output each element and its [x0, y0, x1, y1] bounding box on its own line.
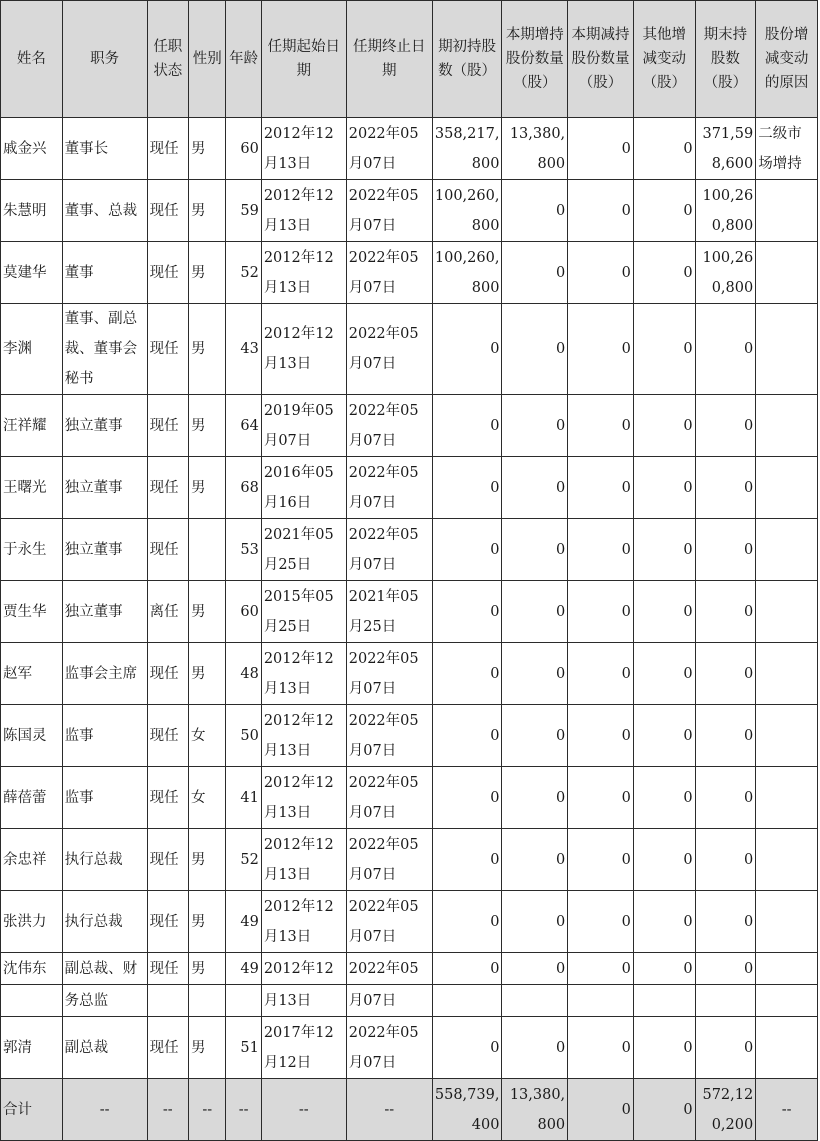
cell-age: 51 — [226, 1017, 261, 1079]
cell-term-start: 2012年12 — [261, 953, 346, 985]
cell-closing-shares: 0 — [695, 1017, 756, 1079]
cell-position: 独立董事 — [62, 457, 147, 519]
cell-name: 王曙光 — [1, 457, 63, 519]
cell-term-start: 2021年05月25日 — [261, 519, 346, 581]
cell-position: 董事长 — [62, 118, 147, 180]
cell-increase: 0 — [502, 519, 568, 581]
cell-opening-shares: 0 — [432, 1017, 502, 1079]
cell-closing-shares: 0 — [695, 395, 756, 457]
cell-name: 余忠祥 — [1, 829, 63, 891]
cell-opening-shares: 0 — [432, 304, 502, 395]
cell-decrease: 0 — [568, 643, 634, 705]
cell-status: 现任 — [147, 953, 188, 985]
cell-decrease: 0 — [568, 242, 634, 304]
cell-term-end: 2022年05月07日 — [346, 705, 432, 767]
cell-term-end: 月07日 — [346, 985, 432, 1017]
cell-name: 汪祥耀 — [1, 395, 63, 457]
cell-position: 务总监 — [62, 985, 147, 1017]
cell-increase: 13,380,800 — [502, 1079, 568, 1141]
cell-status: 现任 — [147, 118, 188, 180]
cell-term-end: 2022年05月07日 — [346, 891, 432, 953]
cell-position: 董事、副总裁、董事会秘书 — [62, 304, 147, 395]
cell-position: 监事 — [62, 767, 147, 829]
header-row — [1, 1, 818, 118]
cell-term-end: 2021年05月25日 — [346, 581, 432, 643]
cell-gender: 男 — [189, 581, 226, 643]
cell-name: 朱慧明 — [1, 180, 63, 242]
cell-other-change: 0 — [633, 304, 695, 395]
cell-other-change: 0 — [633, 581, 695, 643]
cell-age: 49 — [226, 891, 261, 953]
cell-term-start: 2019年05月07日 — [261, 395, 346, 457]
cell-gender: 男 — [189, 829, 226, 891]
cell-decrease: 0 — [568, 1017, 634, 1079]
cell-decrease: 0 — [568, 829, 634, 891]
header-closing-shares: 期末持股数（股） — [695, 1, 756, 118]
cell-closing-shares: 0 — [695, 304, 756, 395]
cell-term-end: 2022年05月07日 — [346, 457, 432, 519]
cell-term-start: 2012年12月13日 — [261, 118, 346, 180]
cell-position: 副总裁 — [62, 1017, 147, 1079]
cell-other-change: 0 — [633, 519, 695, 581]
cell-gender: 男 — [189, 180, 226, 242]
cell-increase: 0 — [502, 829, 568, 891]
cell-term-end: 2022年05月07日 — [346, 395, 432, 457]
cell-other-change: 0 — [633, 242, 695, 304]
cell-increase: 0 — [502, 395, 568, 457]
cell-increase: 0 — [502, 180, 568, 242]
header-name: 姓名 — [1, 1, 63, 118]
cell-change-reason — [756, 891, 818, 953]
cell-position: 监事 — [62, 705, 147, 767]
cell-term-start: 2012年12月13日 — [261, 767, 346, 829]
header-position: 职务 — [62, 1, 147, 118]
cell-closing-shares: 0 — [695, 953, 756, 985]
cell-opening-shares: 100,260,800 — [432, 180, 502, 242]
header-term-start: 任期起始日期 — [261, 1, 346, 118]
cell-gender — [189, 985, 226, 1017]
cell-name: 戚金兴 — [1, 118, 63, 180]
cell-closing-shares: 0 — [695, 891, 756, 953]
cell-status — [147, 985, 188, 1017]
cell-decrease: 0 — [568, 180, 634, 242]
cell-opening-shares: 0 — [432, 829, 502, 891]
cell-age: 52 — [226, 829, 261, 891]
cell-gender: -- — [189, 1079, 226, 1141]
cell-change-reason — [756, 953, 818, 985]
cell-gender: 男 — [189, 1017, 226, 1079]
cell-name: 陈国灵 — [1, 705, 63, 767]
cell-term-start: 2015年05月25日 — [261, 581, 346, 643]
cell-change-reason — [756, 457, 818, 519]
cell-change-reason — [756, 395, 818, 457]
table-row — [1, 891, 818, 953]
cell-opening-shares: 0 — [432, 705, 502, 767]
table-row — [1, 581, 818, 643]
cell-change-reason — [756, 1017, 818, 1079]
cell-increase: 0 — [502, 891, 568, 953]
cell-other-change: 0 — [633, 891, 695, 953]
cell-other-change: 0 — [633, 829, 695, 891]
cell-name: 莫建华 — [1, 242, 63, 304]
cell-term-start: -- — [261, 1079, 346, 1141]
cell-closing-shares: 572,120,200 — [695, 1079, 756, 1141]
cell-gender: 女 — [189, 767, 226, 829]
cell-status: 离任 — [147, 581, 188, 643]
cell-term-start: 2012年12月13日 — [261, 705, 346, 767]
cell-term-start: 2017年12月12日 — [261, 1017, 346, 1079]
cell-opening-shares: 0 — [432, 519, 502, 581]
cell-term-end: 2022年05月07日 — [346, 519, 432, 581]
table-row — [1, 1017, 818, 1079]
cell-name: 赵军 — [1, 643, 63, 705]
cell-age: 60 — [226, 581, 261, 643]
cell-gender: 男 — [189, 643, 226, 705]
cell-closing-shares: 0 — [695, 705, 756, 767]
table-row — [1, 242, 818, 304]
cell-age: -- — [226, 1079, 261, 1141]
header-decrease: 本期减持股份数量（股） — [568, 1, 634, 118]
cell-age: 53 — [226, 519, 261, 581]
header-increase: 本期增持股份数量（股） — [502, 1, 568, 118]
cell-position: 执行总裁 — [62, 829, 147, 891]
cell-decrease: 0 — [568, 953, 634, 985]
cell-other-change: 0 — [633, 1017, 695, 1079]
cell-gender: 男 — [189, 891, 226, 953]
cell-increase: 13,380,800 — [502, 118, 568, 180]
cell-age: 49 — [226, 953, 261, 985]
cell-closing-shares: 0 — [695, 829, 756, 891]
cell-name: 薛蓓蕾 — [1, 767, 63, 829]
cell-other-change: 0 — [633, 180, 695, 242]
table-row — [1, 304, 818, 395]
cell-term-end: 2022年05月07日 — [346, 180, 432, 242]
table-row — [1, 395, 818, 457]
cell-term-start: 2012年12月13日 — [261, 180, 346, 242]
cell-other-change: 0 — [633, 1079, 695, 1141]
cell-status: 现任 — [147, 767, 188, 829]
cell-decrease — [568, 985, 634, 1017]
cell-name: 贾生华 — [1, 581, 63, 643]
cell-change-reason: -- — [756, 1079, 818, 1141]
cell-decrease: 0 — [568, 118, 634, 180]
cell-age: 68 — [226, 457, 261, 519]
cell-age: 60 — [226, 118, 261, 180]
cell-position: 独立董事 — [62, 519, 147, 581]
cell-change-reason — [756, 180, 818, 242]
header-status: 任职状态 — [147, 1, 188, 118]
cell-increase: 0 — [502, 581, 568, 643]
cell-age: 50 — [226, 705, 261, 767]
cell-position: 执行总裁 — [62, 891, 147, 953]
cell-term-end: 2022年05月07日 — [346, 643, 432, 705]
cell-closing-shares: 100,260,800 — [695, 242, 756, 304]
cell-age: 43 — [226, 304, 261, 395]
cell-position: 独立董事 — [62, 395, 147, 457]
cell-change-reason — [756, 519, 818, 581]
table-row — [1, 643, 818, 705]
table-row — [1, 180, 818, 242]
cell-other-change: 0 — [633, 953, 695, 985]
cell-change-reason — [756, 242, 818, 304]
cell-status: 现任 — [147, 304, 188, 395]
cell-name: 沈伟东 — [1, 953, 63, 985]
cell-age: 52 — [226, 242, 261, 304]
cell-closing-shares: 100,260,800 — [695, 180, 756, 242]
cell-position: 独立董事 — [62, 581, 147, 643]
cell-term-start: 2012年12月13日 — [261, 829, 346, 891]
table-row — [1, 953, 818, 985]
header-other-change: 其他增减变动（股） — [633, 1, 695, 118]
cell-decrease: 0 — [568, 519, 634, 581]
cell-status: 现任 — [147, 705, 188, 767]
cell-opening-shares: 0 — [432, 643, 502, 705]
cell-position: 董事 — [62, 242, 147, 304]
cell-change-reason — [756, 581, 818, 643]
cell-change-reason: 二级市场增持 — [756, 118, 818, 180]
cell-opening-shares: 358,217,800 — [432, 118, 502, 180]
cell-opening-shares: 0 — [432, 395, 502, 457]
cell-status: 现任 — [147, 519, 188, 581]
cell-opening-shares: 0 — [432, 457, 502, 519]
header-age: 年龄 — [226, 1, 261, 118]
cell-increase: 0 — [502, 304, 568, 395]
cell-closing-shares: 0 — [695, 767, 756, 829]
cell-term-end: 2022年05月07日 — [346, 118, 432, 180]
cell-position: -- — [62, 1079, 147, 1141]
cell-age — [226, 985, 261, 1017]
cell-decrease: 0 — [568, 395, 634, 457]
cell-closing-shares: 371,598,600 — [695, 118, 756, 180]
cell-other-change: 0 — [633, 457, 695, 519]
cell-status: 现任 — [147, 643, 188, 705]
cell-change-reason — [756, 643, 818, 705]
cell-other-change — [633, 985, 695, 1017]
cell-change-reason — [756, 705, 818, 767]
cell-decrease: 0 — [568, 581, 634, 643]
cell-closing-shares: 0 — [695, 643, 756, 705]
cell-status: 现任 — [147, 242, 188, 304]
cell-change-reason — [756, 985, 818, 1017]
cell-decrease: 0 — [568, 705, 634, 767]
cell-opening-shares — [432, 985, 502, 1017]
cell-position: 副总裁、财 — [62, 953, 147, 985]
cell-change-reason — [756, 829, 818, 891]
cell-status: 现任 — [147, 180, 188, 242]
total-row — [1, 1079, 818, 1141]
cell-age: 59 — [226, 180, 261, 242]
cell-change-reason — [756, 304, 818, 395]
cell-opening-shares: 0 — [432, 891, 502, 953]
table-row — [1, 705, 818, 767]
cell-closing-shares: 0 — [695, 457, 756, 519]
cell-age: 64 — [226, 395, 261, 457]
cell-increase: 0 — [502, 242, 568, 304]
cell-term-start: 2012年12月13日 — [261, 643, 346, 705]
cell-status: -- — [147, 1079, 188, 1141]
cell-increase: 0 — [502, 1017, 568, 1079]
cell-status: 现任 — [147, 1017, 188, 1079]
cell-term-start: 2012年12月13日 — [261, 242, 346, 304]
cell-decrease: 0 — [568, 1079, 634, 1141]
table-row — [1, 118, 818, 180]
cell-term-end: 2022年05月07日 — [346, 767, 432, 829]
table-row — [1, 829, 818, 891]
cell-decrease: 0 — [568, 304, 634, 395]
table-row — [1, 767, 818, 829]
cell-name: 李渊 — [1, 304, 63, 395]
cell-other-change: 0 — [633, 118, 695, 180]
cell-gender: 男 — [189, 457, 226, 519]
cell-opening-shares: 0 — [432, 581, 502, 643]
cell-other-change: 0 — [633, 395, 695, 457]
header-opening-shares: 期初持股数（股） — [432, 1, 502, 118]
cell-term-start: 2012年12月13日 — [261, 304, 346, 395]
cell-gender: 男 — [189, 242, 226, 304]
cell-status: 现任 — [147, 457, 188, 519]
cell-decrease: 0 — [568, 457, 634, 519]
cell-status: 现任 — [147, 891, 188, 953]
cell-age: 48 — [226, 643, 261, 705]
cell-closing-shares: 0 — [695, 581, 756, 643]
cell-change-reason — [756, 767, 818, 829]
cell-name: 于永生 — [1, 519, 63, 581]
cell-term-end: 2022年05 — [346, 953, 432, 985]
cell-other-change: 0 — [633, 643, 695, 705]
cell-term-end: 2022年05月07日 — [346, 304, 432, 395]
cell-status: 现任 — [147, 395, 188, 457]
cell-gender: 男 — [189, 118, 226, 180]
table-row — [1, 519, 818, 581]
cell-name: 郭清 — [1, 1017, 63, 1079]
cell-opening-shares: 0 — [432, 767, 502, 829]
cell-name: 张洪力 — [1, 891, 63, 953]
cell-term-end: 2022年05月07日 — [346, 242, 432, 304]
cell-opening-shares: 558,739,400 — [432, 1079, 502, 1141]
cell-gender — [189, 519, 226, 581]
cell-increase: 0 — [502, 643, 568, 705]
table-row — [1, 457, 818, 519]
cell-increase: 0 — [502, 457, 568, 519]
cell-decrease: 0 — [568, 767, 634, 829]
cell-term-end: -- — [346, 1079, 432, 1141]
cell-term-start: 月13日 — [261, 985, 346, 1017]
cell-other-change: 0 — [633, 767, 695, 829]
cell-name: 合计 — [1, 1079, 63, 1141]
cell-opening-shares: 100,260,800 — [432, 242, 502, 304]
cell-position: 董事、总裁 — [62, 180, 147, 242]
header-term-end: 任期终止日期 — [346, 1, 432, 118]
cell-term-start: 2016年05月16日 — [261, 457, 346, 519]
cell-increase — [502, 985, 568, 1017]
cell-status: 现任 — [147, 829, 188, 891]
cell-position: 监事会主席 — [62, 643, 147, 705]
cell-closing-shares: 0 — [695, 519, 756, 581]
cell-term-start: 2012年12月13日 — [261, 891, 346, 953]
cell-closing-shares — [695, 985, 756, 1017]
cell-other-change: 0 — [633, 705, 695, 767]
cell-gender: 男 — [189, 304, 226, 395]
cell-decrease: 0 — [568, 891, 634, 953]
cell-name — [1, 985, 63, 1017]
table-row — [1, 985, 818, 1017]
cell-opening-shares: 0 — [432, 953, 502, 985]
header-gender: 性别 — [189, 1, 226, 118]
header-change-reason: 股份增减变动的原因 — [756, 1, 818, 118]
cell-term-end: 2022年05月07日 — [346, 829, 432, 891]
cell-increase: 0 — [502, 767, 568, 829]
cell-age: 41 — [226, 767, 261, 829]
cell-term-end: 2022年05月07日 — [346, 1017, 432, 1079]
cell-increase: 0 — [502, 705, 568, 767]
cell-gender: 男 — [189, 953, 226, 985]
cell-gender: 男 — [189, 395, 226, 457]
cell-increase: 0 — [502, 953, 568, 985]
cell-gender: 女 — [189, 705, 226, 767]
